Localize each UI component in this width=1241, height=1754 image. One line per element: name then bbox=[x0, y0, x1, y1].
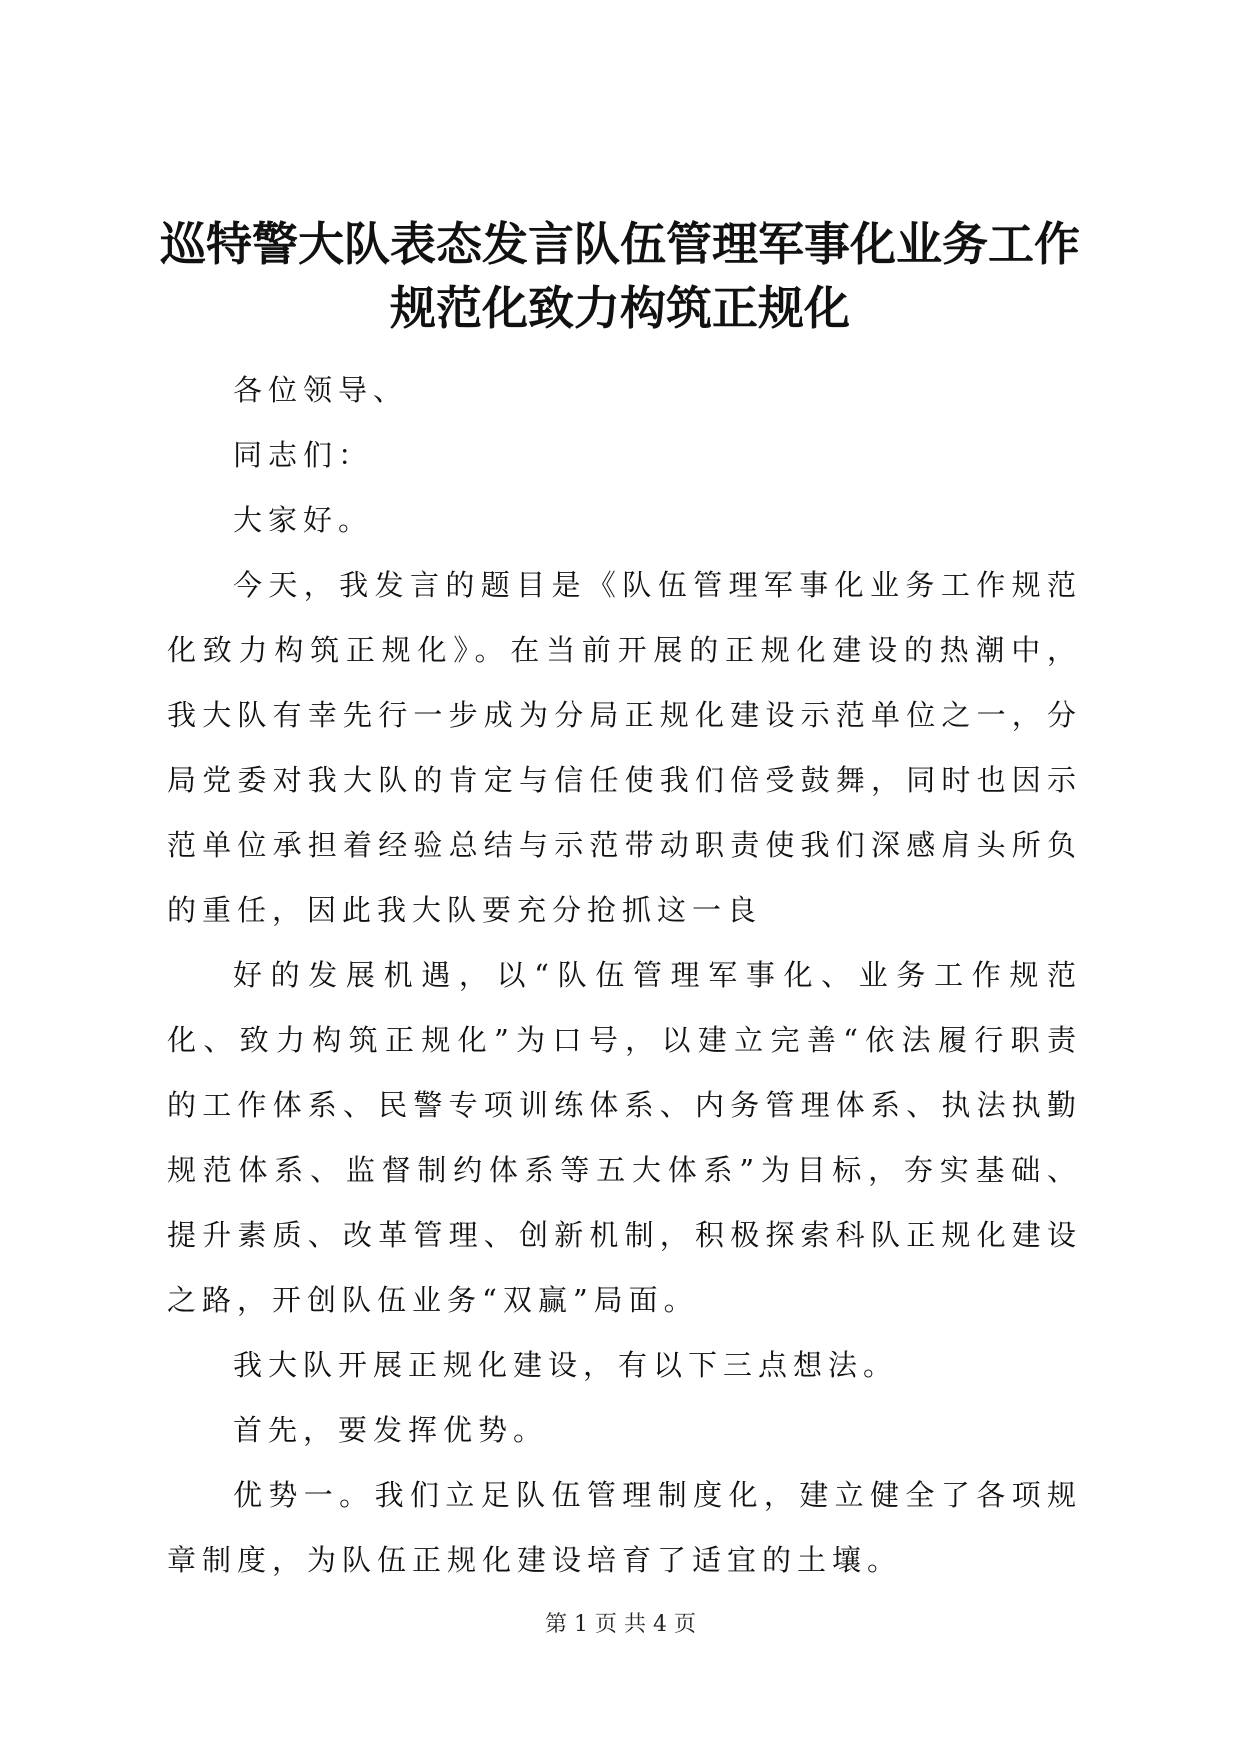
document-title bbox=[150, 212, 1090, 340]
salutation-comrades: 同志们： bbox=[233, 438, 374, 472]
greeting: 大家好。 bbox=[233, 503, 374, 537]
paragraph-advantage-one: 优势一。我们立足队伍管理制度化，建立健全了各项规章制度，为队伍正规化建设培育了适宜的土壤。 bbox=[167, 1478, 1082, 1577]
title-line-1: 巡特警大队表态发言队伍管理军事化业务工作 bbox=[160, 217, 1080, 271]
title-line-2: 规范化致力构筑正规化 bbox=[390, 281, 850, 335]
paragraph-three-ideas: 我大队开展正规化建设，有以下三点想法。 bbox=[233, 1348, 899, 1382]
paragraph-goals: 好的发展机遇，以“队伍管理军事化、业务工作规范化、致力构筑正规化”为口号，以建立完善“依法履行职责的工作体系、民警专项训练体系、内务管理体系、执法执勤规范体系、监督制约体系等五大体系”为目标，夯实基础、提升素质、改革管理、创新机制，积极探索科队正规化建设之路，开创队伍业务“双赢”局面。 bbox=[167, 958, 1082, 1317]
document-body bbox=[167, 358, 1082, 1593]
page-number-footer: 第 1 页 共 4 页 bbox=[545, 1612, 696, 1637]
salutation-leaders: 各位领导、 bbox=[233, 373, 409, 407]
paragraph-topic: 今天，我发言的题目是《队伍管理军事化业务工作规范化致力构筑正规化》。在当前开展的正规化建设的热潮中，我大队有幸先行一步成为分局正规化建设示范单位之一，分局党委对我大队的肯定与信任使我们倍受鼓舞，同时也因示范单位承担着经验总结与示范带动职责使我们深感肩头所负的重任，因此我大队要充分抢抓这一良 bbox=[167, 568, 1082, 927]
paragraph-first-point: 首先，要发挥优势。 bbox=[233, 1413, 549, 1447]
